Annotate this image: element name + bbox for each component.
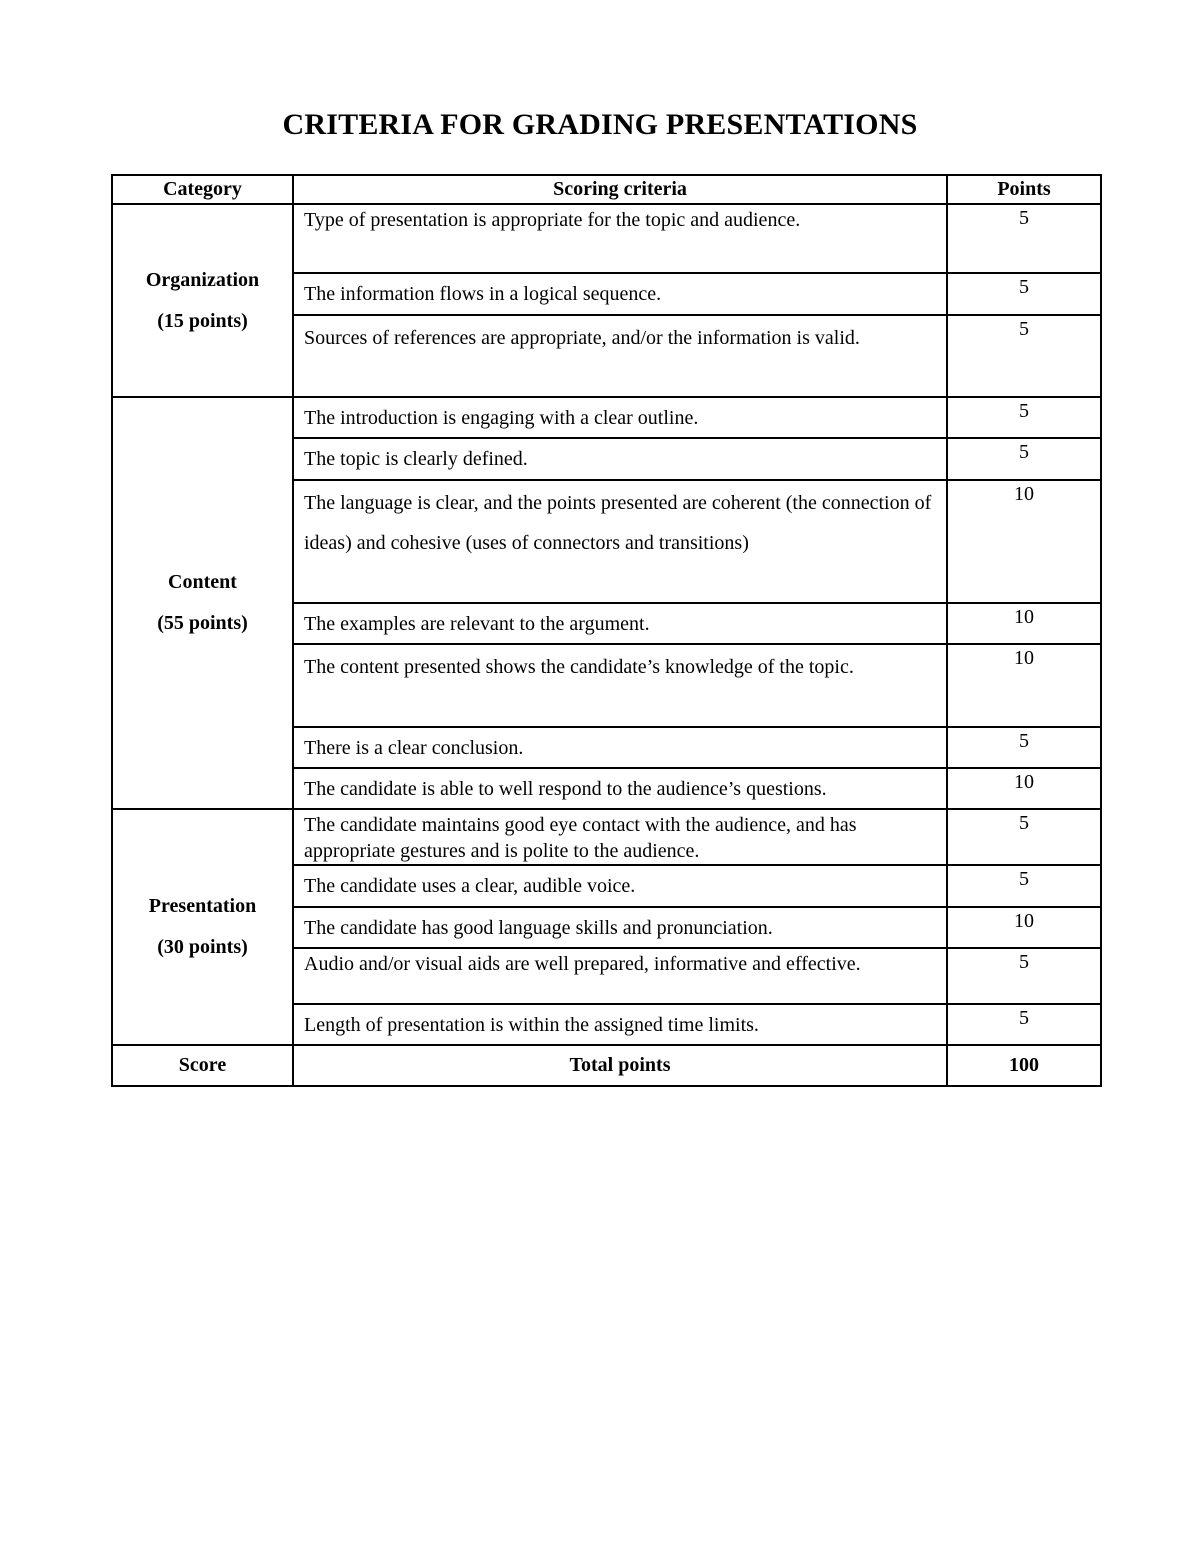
total-points-label: Total points: [293, 1045, 947, 1086]
header-points: Points: [947, 175, 1101, 204]
criteria-cell: The information flows in a logical sequence.: [293, 273, 947, 315]
category-name: Presentation: [148, 895, 257, 917]
points-cell: 5: [947, 1004, 1101, 1045]
criteria-cell: The candidate maintains good eye contact with the audience, and has appropriate gestures and is polite to the audience.: [293, 809, 947, 865]
criteria-cell: The candidate has good language skills and pronunciation.: [293, 907, 947, 948]
criteria-cell: The topic is clearly defined.: [293, 438, 947, 480]
page-title: CRITERIA FOR GRADING PRESENTATIONS: [282, 108, 918, 141]
criteria-cell: Type of presentation is appropriate for the topic and audience.: [293, 204, 947, 273]
table-header-row: [112, 175, 1101, 204]
criteria-cell: The examples are relevant to the argument.: [293, 603, 947, 644]
grading-table: [111, 174, 1102, 1087]
criteria-cell: The content presented shows the candidate’s knowledge of the topic.: [293, 644, 947, 727]
points-cell: 5: [947, 948, 1101, 1004]
category-cell-content: [112, 397, 293, 809]
category-subtotal: (30 points): [157, 936, 248, 958]
points-cell: 10: [947, 603, 1101, 644]
category-name: Content: [168, 571, 237, 593]
category-name: Organization: [145, 268, 260, 291]
criteria-cell: The candidate uses a clear, audible voice.: [293, 865, 947, 907]
category-subtotal: (55 points): [157, 612, 248, 634]
criteria-cell: Length of presentation is within the assigned time limits.: [293, 1004, 947, 1045]
category-subtotal: (15 points): [157, 309, 248, 332]
points-cell: 5: [947, 273, 1101, 315]
score-label: Score: [112, 1045, 293, 1086]
criteria-cell: The introduction is engaging with a clear outline.: [293, 397, 947, 438]
points-cell: 10: [947, 907, 1101, 948]
points-cell: 5: [947, 204, 1101, 273]
points-cell: 5: [947, 865, 1101, 907]
table-row: [112, 397, 1101, 438]
points-cell: 5: [947, 438, 1101, 480]
criteria-cell: There is a clear conclusion.: [293, 727, 947, 768]
points-cell: 5: [947, 809, 1101, 865]
points-cell: 10: [947, 768, 1101, 809]
criteria-cell: The language is clear, and the points presented are coherent (the connection of ideas) and cohesive (uses of connectors and transitions): [293, 480, 947, 603]
criteria-cell: The candidate is able to well respond to the audience’s questions.: [293, 768, 947, 809]
points-cell: 5: [947, 397, 1101, 438]
criteria-cell: Audio and/or visual aids are well prepared, informative and effective.: [293, 948, 947, 1004]
total-points-value: 100: [947, 1045, 1101, 1086]
points-cell: 10: [947, 644, 1101, 727]
header-category: Category: [112, 175, 293, 204]
header-criteria: Scoring criteria: [293, 175, 947, 204]
table-row: [112, 809, 1101, 865]
total-row: [112, 1045, 1101, 1086]
points-cell: 5: [947, 727, 1101, 768]
points-cell: 10: [947, 480, 1101, 603]
points-cell: 5: [947, 315, 1101, 397]
table-row: [112, 204, 1101, 273]
category-cell-presentation: [112, 809, 293, 1045]
category-cell-organization: [112, 204, 293, 397]
criteria-cell: Sources of references are appropriate, and/or the information is valid.: [293, 315, 947, 397]
